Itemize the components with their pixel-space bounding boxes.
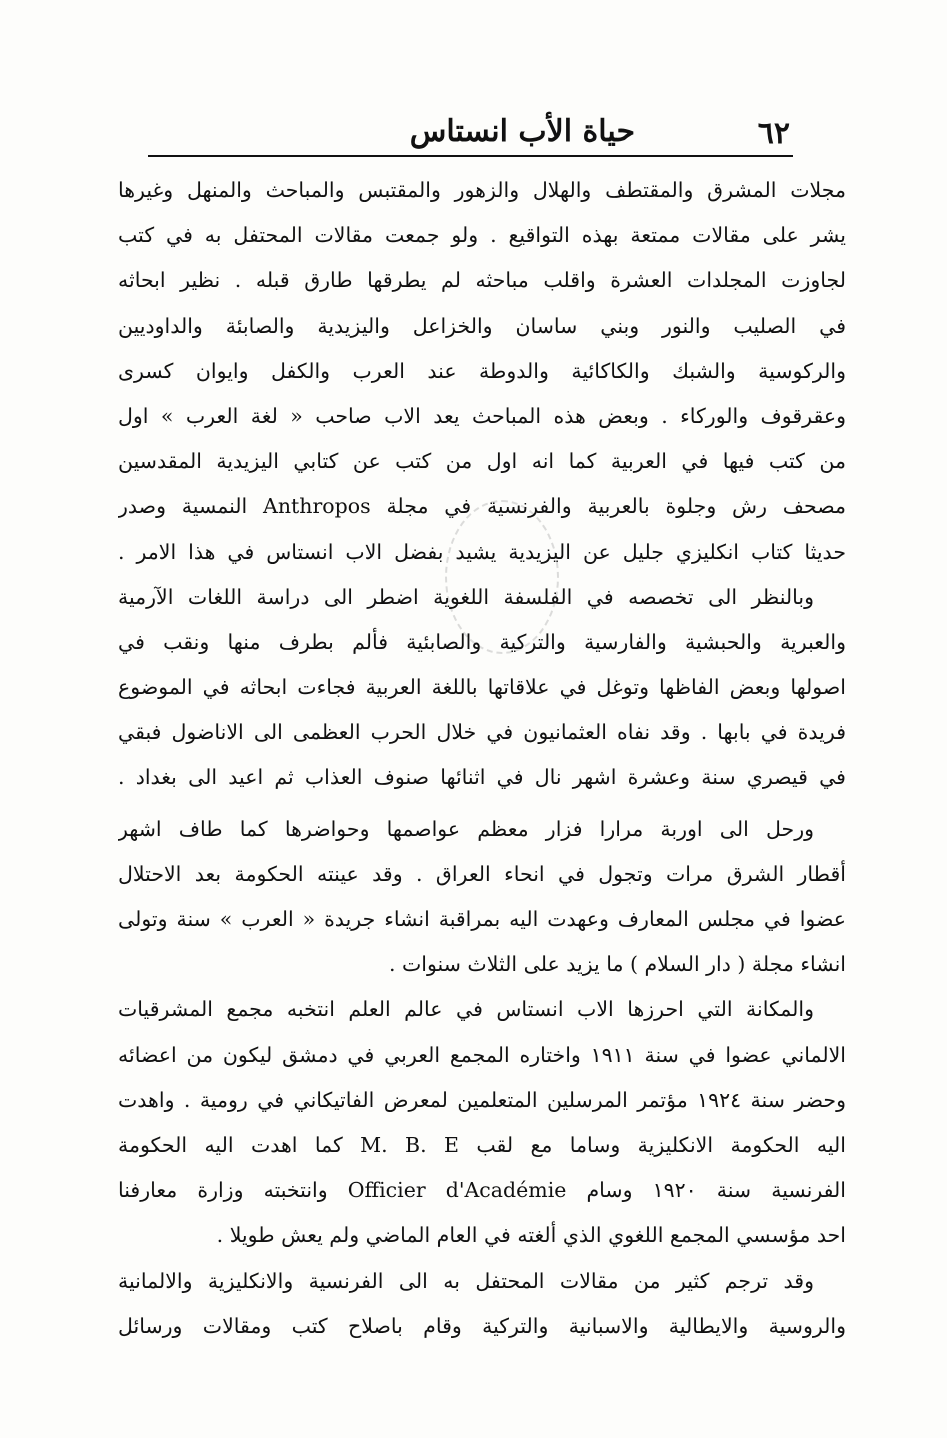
text-line: مجلات المشرق والمقتطف والهلال والزهور والمقتبس والمباحث والمنهل وغيرها (118, 178, 846, 202)
text-line: عضوا في مجلس المعارف وعهدت اليه بمراقبة انشاء جريدة « العرب » سنة وتولى (118, 907, 846, 931)
text-line: يشر على مقالات ممتعة بهذه التواقيع . ولو جمعت مقالات المحتفل به في كتب (118, 223, 846, 248)
text-line: والروسية والايطالية والاسبانية والتركية وقام باصلاح كتب ومقالات ورسائل (118, 1313, 846, 1338)
text-line: وعقرقوف والوركاء . وبعض هذه المباحث يعد الاب صاحب « لغة العرب » اول (118, 403, 846, 428)
text-line: والمكانة التي احرزها الاب انستاس في عالم العلم انتخبه مجمع المشرقيات (118, 997, 814, 1022)
text-line: الفرنسية سنة ١٩٢٠ وسام Officier d'Académie وانتخبته وزارة معارفنا (118, 1178, 846, 1203)
text-line: في قيصري سنة وعشرة اشهر نال في اثنائها صنوف العذاب ثم اعيد الى بغداد . (118, 765, 846, 790)
text-line: مصحف رش وجلوة بالعربية والفرنسية في مجلة Anthropos النمسية وصدر (118, 494, 846, 519)
text-line: وبالنظر الى تخصصه في الفلسفة اللغوية اضطر الى دراسة اللغات الآرمية (118, 584, 814, 609)
text-line: وحضر سنة ١٩٢٤ مؤتمر المرسلين المتعلمين لمعرض الفاتيكاني في رومية . واهدت (118, 1087, 846, 1112)
text-line: وقد ترجم كثير من مقالات المحتفل به الى الفرنسية والانكليزية والالمانية (118, 1268, 814, 1293)
text-line: في الصليب والنور وبني ساسان والخزاعل واليزيدية والصابئة والداوديين (118, 313, 846, 338)
text-line: انشاء مجلة ( دار السلام ) ما يزيد على الثلاث سنوات . (388, 952, 846, 977)
text-line: والعبرية والحبشية والفارسية والتركية والصابئية فألم بطرف منها ونقب في (118, 629, 846, 654)
text-line: فريدة في بابها . وقد نفاه العثمانيون في خلال الحرب العظمى الى الاناضول فبقي (118, 720, 846, 745)
body-text (118, 168, 846, 1349)
running-title: حياة الأب انستاس (409, 114, 635, 149)
text-line: لجاوزت المجلدات العشرة واقلب مباحثه لم يطرقها طارق قبله . نظير ابحاثه (118, 268, 846, 293)
text-line: حديثا كتاب انكليزي جليل عن اليزيدية يشيد بفضل الاب انستاس في هذا الامر . (118, 539, 846, 564)
text-line: والركوسية والشبك والكاكائية والدوطة عند العرب والكفل وايوان كسرى (118, 358, 846, 383)
text-line: اليه الحكومة الانكليزية وساما مع لقب M. B. E كما اهدت اليه الحكومة (118, 1132, 846, 1157)
text-line: من كتب فيها في العربية كما انه اول من كتب عن كتابي اليزيدية المقدسين (118, 449, 846, 474)
header-rule (148, 155, 793, 157)
text-line: اصولها وبعض الفاظها وتوغل في علاقاتها باللغة العربية فجاءت ابحاثه في الموضوع (118, 675, 846, 700)
text-line: أقطار الشرق مرات وتجول في انحاء العراق . وقد عينته الحكومة بعد الاحتلال (118, 861, 846, 886)
text-line: الالماني عضوا في سنة ١٩١١ واختاره المجمع العربي في دمشق ليكون من اعضائه (118, 1042, 846, 1067)
text-line: ورحل الى اوربة مرارا فزار معظم عواصمها وحواضرها كما طاف اشهر (118, 816, 814, 841)
text-line: احد مؤسسي المجمع اللغوي الذي ألغته في العام الماضي ولم يعش طويلا . (216, 1223, 846, 1248)
page-number: ٦٢ (757, 116, 790, 151)
